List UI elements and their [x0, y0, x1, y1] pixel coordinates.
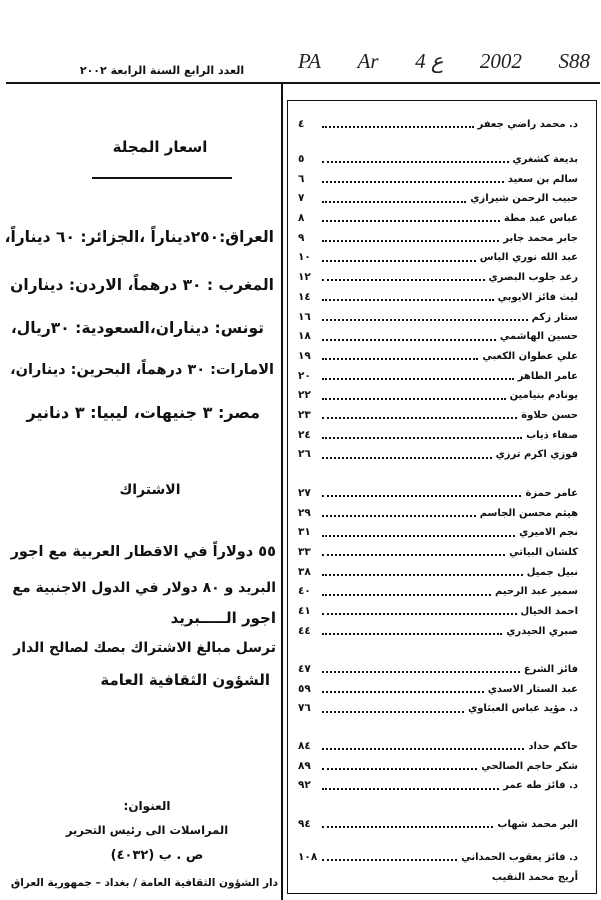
- contents-leader: [322, 574, 523, 576]
- price-line: الامارات: ٣٠ درهماً، البحرين: ديناران،: [10, 362, 274, 378]
- contents-leader: [322, 378, 514, 380]
- contents-row: [298, 848, 578, 868]
- contents-group: [298, 484, 578, 642]
- contents-leader: [322, 181, 504, 183]
- contents-author: صبري الحيدري: [506, 625, 578, 637]
- contents-author: د. فائز يعقوب الحمداني: [461, 852, 578, 863]
- contents-row: [298, 445, 578, 465]
- contents-leader: [322, 201, 466, 203]
- contents-leader: [322, 613, 517, 615]
- contents-row: [298, 406, 578, 426]
- contents-page: ٨: [298, 212, 305, 225]
- contents-author: عامر الطاهر: [517, 370, 578, 382]
- contents-row: [298, 543, 578, 563]
- contents-page: ١٦: [298, 310, 311, 323]
- contents-group: [298, 660, 578, 719]
- contents-page: ٥٩: [298, 682, 311, 695]
- contents-page: ٣٣: [298, 546, 311, 559]
- contents-author: حسين الهاشمي: [499, 331, 578, 343]
- contents-page: ٩: [298, 231, 305, 244]
- contents-page: ٢٣: [298, 408, 311, 421]
- contents-page: ٤١: [298, 605, 311, 618]
- contents-page: ٤٠: [298, 585, 311, 598]
- contents-page: ٩٤: [298, 818, 311, 830]
- contents-row: [298, 288, 578, 308]
- contents-row: [298, 248, 578, 268]
- prices-title-underline: [92, 177, 232, 179]
- contents-row: [298, 737, 578, 757]
- contents-leader: [322, 339, 496, 341]
- contents-group: [298, 815, 578, 835]
- contents-page: ٨٤: [298, 740, 311, 752]
- call-number-part: 4 ع: [415, 49, 444, 73]
- contents-page: ٧٦: [298, 702, 311, 715]
- contents-box: [287, 100, 597, 894]
- contents-leader: [322, 299, 494, 301]
- contents-leader: [322, 594, 491, 596]
- contents-author: احمد الخيال: [520, 606, 578, 618]
- contents-page: ١٨: [298, 330, 311, 343]
- address-title: العنوان:: [123, 799, 171, 813]
- contents-author: جابر محمد جابر: [503, 232, 578, 244]
- contents-author: يونادم بنيامين: [509, 390, 578, 402]
- contents-leader: [322, 319, 528, 321]
- contents-page: ٩٢: [298, 779, 311, 792]
- subscription-line: ترسل مبالغ الاشتراك بصك لصالح الدار: [13, 640, 276, 656]
- issue-line: العدد الرابع السنة الرابعة ٢٠٠٢: [79, 64, 245, 77]
- contents-row: [298, 699, 578, 719]
- contents-leader: [322, 633, 502, 635]
- header-rule: [6, 82, 600, 84]
- contents-row: [298, 602, 578, 622]
- contents-row: [298, 229, 578, 249]
- contents-leader: [322, 417, 517, 419]
- subscription-line: اجور الـــــبريد: [170, 609, 276, 627]
- contents-page: ٥: [298, 153, 305, 165]
- contents-author: فائز الشرع: [523, 664, 578, 675]
- contents-page: ٣٨: [298, 565, 311, 578]
- price-line: تونس: ديناران،السعودية: ٣٠ريال،: [10, 319, 264, 337]
- contents-page: ١٤: [298, 290, 311, 303]
- contents-leader: [322, 358, 478, 360]
- po-box-line: ص . ب (٤٠٣٢): [110, 848, 204, 863]
- contents-leader: [322, 788, 499, 790]
- contents-row: [298, 386, 578, 406]
- subscription-line: ٥٥ دولاراً في الاقطار العربية مع اجور: [10, 544, 276, 560]
- contents-page: ٨٩: [298, 759, 311, 772]
- contents-row: [298, 504, 578, 524]
- contents-author: نجم الاميري: [519, 527, 578, 539]
- contents-row: [298, 189, 578, 209]
- contents-leader: [322, 748, 524, 750]
- contents-row: [298, 680, 578, 700]
- contents-author: علي عطوان الكعبي: [482, 350, 578, 362]
- contents-leader: [322, 260, 476, 262]
- contents-leader: [322, 671, 520, 673]
- contents-author: د. محمد راضي جعفر: [477, 119, 578, 130]
- contents-author: سمير عبد الرحيم: [494, 586, 578, 598]
- contents-author: بديعة كشغري: [512, 154, 578, 165]
- contents-row: [298, 660, 578, 680]
- contents-row: [298, 815, 578, 835]
- contents-page: ١٠: [298, 251, 311, 264]
- contents-author: عباس عبد مطة: [503, 213, 578, 225]
- contents-row: [298, 563, 578, 583]
- contents-leader: [322, 859, 457, 861]
- contents-author: عبد الستار الاسدي: [487, 683, 578, 695]
- contents-page: ٢٧: [298, 487, 311, 499]
- contents-author: نبيل جميل: [526, 566, 578, 578]
- contents-page: ١٩: [298, 349, 311, 362]
- contents-author: حاكم حداد: [528, 741, 578, 752]
- contents-page: ٧: [298, 192, 305, 205]
- contents-row: [298, 622, 578, 642]
- contents-author: حبيب الرحمن شيرازي: [470, 193, 578, 205]
- contents-row: [298, 367, 578, 387]
- contents-row: [298, 523, 578, 543]
- contents-row: [298, 582, 578, 602]
- contents-group: [298, 115, 578, 135]
- subscription-line: البريد و ٨٠ دولار في الدول الاجنبية مع: [12, 580, 276, 596]
- contents-page: ٢٩: [298, 506, 311, 519]
- contents-page: ٤٤: [298, 624, 311, 637]
- contents-author: ستار زكم: [531, 311, 578, 323]
- contents-author: عامر حمزة: [525, 488, 578, 499]
- contents-group: [298, 848, 578, 887]
- subscription-title: الاشتراك: [119, 482, 181, 498]
- contents-row: [298, 484, 578, 504]
- contents-author: د. فائز طه عمر: [503, 780, 578, 792]
- contents-leader: [322, 768, 477, 770]
- price-line: مصر: ٣ جنيهات، ليبيا: ٣ دنانير: [26, 403, 260, 422]
- contents-author: سالم بن سعيد: [507, 173, 578, 185]
- price-line: المغرب : ٣٠ درهماً، الاردن: ديناران: [10, 276, 274, 294]
- contents-row: [298, 776, 578, 796]
- contents-leader: [322, 398, 506, 400]
- contents-author: شكر حاجم الصالحي: [481, 760, 578, 772]
- contents-leader: [322, 691, 484, 693]
- contents-author: حسن حلاوة: [521, 409, 578, 421]
- contents-group: [298, 737, 578, 796]
- call-number-part: Ar: [357, 49, 379, 73]
- handwritten-call-number: [298, 46, 590, 74]
- address-line: المراسلات الى رئيس التحرير: [65, 823, 229, 837]
- contents-page: ٢٤: [298, 428, 311, 441]
- contents-row: [298, 115, 578, 135]
- contents-page: ١٢: [298, 271, 311, 284]
- contents-leader: [322, 279, 485, 281]
- contents-author: د. مؤيد عباس العبثاوي: [468, 703, 578, 715]
- column-divider: [281, 84, 283, 900]
- contents-page: ٢٠: [298, 369, 311, 382]
- contents-leader: [322, 126, 474, 128]
- contents-page: ٤: [298, 118, 305, 130]
- prices-title: اسعار المجلة: [112, 138, 208, 156]
- contents-row: [298, 170, 578, 190]
- contents-row: [298, 327, 578, 347]
- contents-leader: [322, 437, 522, 439]
- contents-page: ٢٢: [298, 389, 311, 402]
- contents-row: [298, 150, 578, 170]
- price-line: العراق:٢٥٠ديناراً ،الجزائر: ٦٠ ديناراً،: [4, 228, 274, 246]
- contents-row: [298, 757, 578, 777]
- call-number-part: S88: [558, 49, 590, 73]
- contents-leader: [322, 240, 499, 242]
- contents-leader: [322, 161, 509, 163]
- contents-author: ليث فائز الايوبي: [497, 291, 578, 303]
- contents-row: [298, 209, 578, 229]
- contents-author: رعد جلوب البصري: [488, 272, 578, 284]
- contents-leader: [322, 535, 515, 537]
- subscription-line: الشؤون الثقافية العامة: [100, 671, 270, 689]
- contents-leader: [322, 711, 464, 713]
- contents-leader: [322, 515, 476, 517]
- contents-leader: [322, 826, 493, 828]
- contents-leader: [322, 554, 505, 556]
- contents-row: [298, 426, 578, 446]
- contents-group: [298, 150, 578, 465]
- contents-author: فوزي اكرم ترزي: [495, 449, 578, 461]
- publisher-address-line: دار الشؤون الثقافية العامة / بغداد – جمهورية العراق: [10, 877, 278, 889]
- contents-author: كلشان البياتي: [509, 547, 578, 559]
- contents-author: أريج محمد النقيب: [491, 871, 578, 883]
- contents-author: عبد الله نوري الياس: [479, 252, 578, 264]
- call-number-part: PA: [298, 49, 321, 73]
- contents-page: ٤٧: [298, 663, 311, 675]
- contents-row: [298, 347, 578, 367]
- contents-row: [298, 868, 578, 888]
- contents-page: ١٠٨: [298, 851, 318, 863]
- contents-page: ٣١: [298, 526, 311, 539]
- contents-author: صفاء ذياب: [526, 429, 578, 441]
- contents-author: البر محمد شهاب: [497, 819, 578, 830]
- contents-row: [298, 308, 578, 328]
- contents-page: ٦: [298, 172, 305, 185]
- contents-leader: [322, 495, 521, 497]
- contents-leader: [322, 457, 492, 459]
- contents-row: [298, 268, 578, 288]
- contents-page: ٢٦: [298, 448, 311, 461]
- call-number-part: 2002: [479, 49, 522, 73]
- contents-leader: [322, 220, 500, 222]
- contents-author: هيثم محسن الجاسم: [479, 507, 578, 519]
